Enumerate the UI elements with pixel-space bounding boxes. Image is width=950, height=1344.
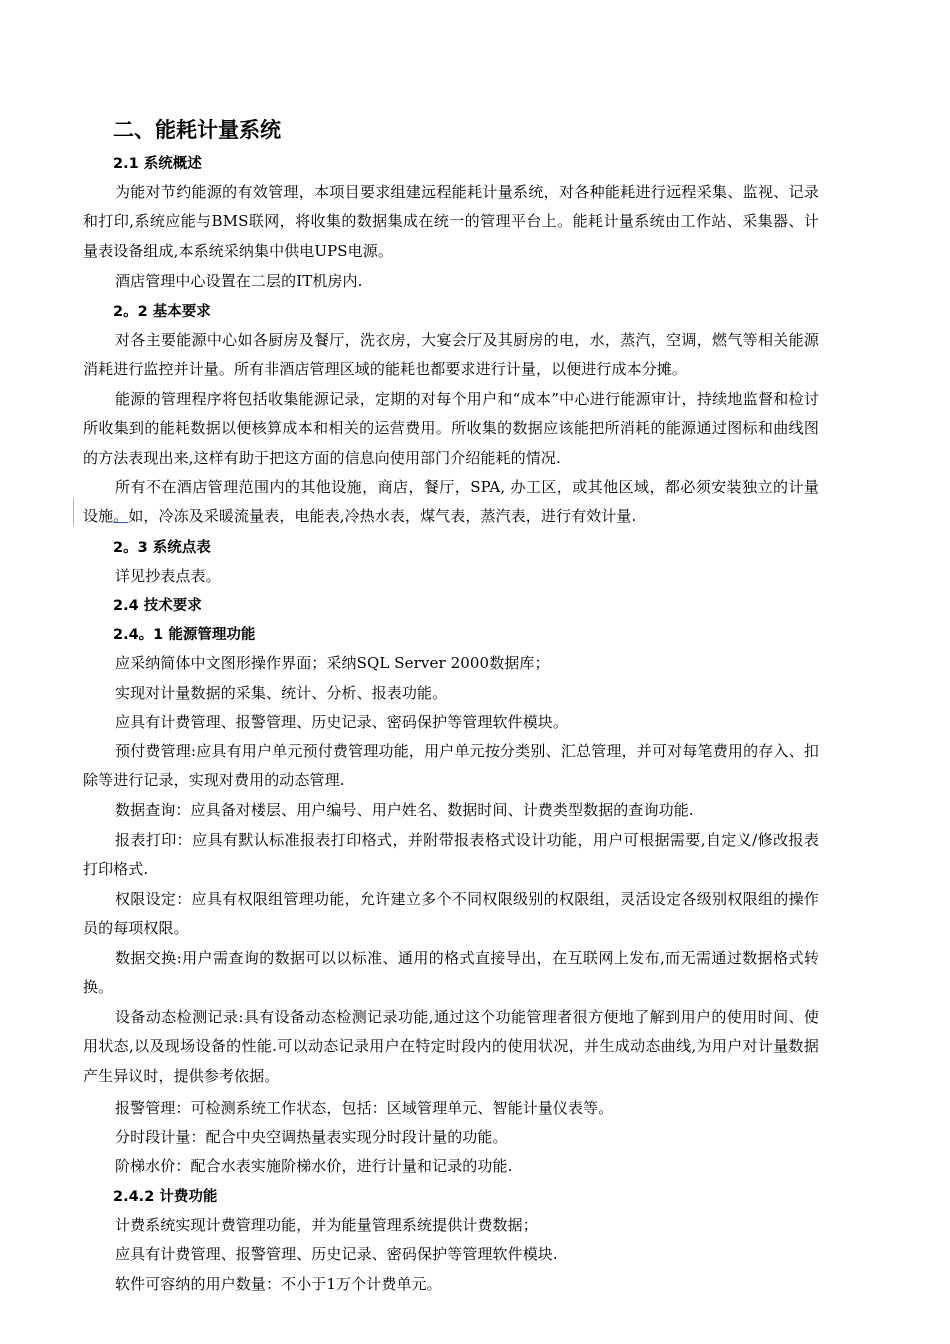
paragraph-permissions: 权限设定：应具有权限组管理功能，允许建立多个不同权限级别的权限组，灵活设定各级别权限组的操作员的每项权限。: [83, 890, 819, 938]
section-heading-2-4: 2.4 技术要求: [113, 598, 202, 614]
paragraph-management-center: 酒店管理中心设置在二层的IT机房内.: [115, 272, 363, 290]
paragraph-meter-list: 详见抄表点表。: [115, 567, 221, 585]
paragraph-energy-centers: 对各主要能源中心如各厨房及餐厅，洗衣房，大宴会厅及其厨房的电，水，蒸汽，空调，燃气等相关能源消耗进行监控并计量。所有非酒店管理区域的能耗也都要求进行计量，以便进行成本分摊。: [83, 331, 819, 379]
paragraph-overview: 为能对节约能源的有效管理，本项目要求组建远程能耗计量系统，对各种能耗进行远程采集、监视、记录和打印,系统应能与BMS联网，将收集的数据集成在统一的管理平台上。能耗计量系统由工作站、采集器、计量表设备组成,本系统采纳集中供电UPS电源。: [83, 183, 819, 260]
paragraph-billing-system: 计费系统实现计费管理功能，并为能量管理系统提供计费数据；: [115, 1216, 538, 1234]
paragraph-data-query: 数据查询：应具备对楼层、用户编号、用户姓名、数据时间、计费类型数据的查询功能.: [115, 801, 694, 819]
paragraph-billing-modules: 应具有计费管理、报警管理、历史记录、密码保护等管理软件模块.: [115, 1245, 558, 1263]
section-heading-2-1: 2.1 系统概述: [113, 156, 202, 172]
paragraph-management-program: 能源的管理程序将包括收集能源记录，定期的对每个用户和“成本”中心进行能源审计，持续地监督和检讨所收集到的能耗数据以便核算成本和相关的运营费用。所收集的数据应该能把所消耗的能源通过图标和曲线图的方法表现出来,这样有助于把这方面的信息向使用部门介绍能耗的情况.: [83, 390, 819, 467]
paragraph-data-functions: 实现对计量数据的采集、统计、分析、报表功能。: [115, 684, 448, 702]
paragraph-report-print: 报表打印：应具有默认标准报表打印格式，并附带报表格式设计功能，用户可根据需要,自定义/修改报表打印格式.: [83, 831, 819, 879]
paragraph-time-metering: 分时段计量：配合中央空调热量表实现分时段计量的功能。: [115, 1128, 508, 1146]
paragraph-tiered-water: 阶梯水价：配合水表实施阶梯水价，进行计量和记录的功能.: [115, 1157, 513, 1175]
paragraph-user-capacity: 软件可容纳的用户数量：不小于1万个计费单元。: [115, 1275, 442, 1293]
section-heading-2-4-1: 2.4。1 能源管理功能: [113, 627, 256, 643]
paragraph-independent-metering: [83, 473, 819, 532]
paragraph-text: 所有不在酒店管理范围内的其他设施，商店，餐厅，SPA, 办工区，或其他区域，都必须安装独立的计量设施: [83, 478, 819, 526]
document-title: 二、能耗计量系统: [113, 118, 281, 142]
paragraph-prepaid: 预付费管理:应具有用户单元预付费管理功能，用户单元按分类别、汇总管理，并可对每笔费用的存入、扣除等进行记录，实现对费用的动态管理.: [83, 742, 819, 790]
section-heading-2-4-2: 2.4.2 计费功能: [113, 1189, 218, 1205]
paragraph-text: 如，冷冻及采暖流量表，电能表,冷热水表，煤气表，蒸汽表，进行有效计量.: [128, 507, 637, 526]
revision-bar: [73, 498, 74, 526]
paragraph-alarm: 报警管理：可检测系统工作状态，包括：区域管理单元、智能计量仪表等。: [115, 1099, 614, 1117]
section-heading-2-2: 2。2 基本要求: [113, 304, 211, 320]
paragraph-ui-database: 应采纳简体中文图形操作界面；采纳SQL Server 2000数据库；: [115, 654, 550, 672]
section-heading-2-3: 2。3 系统点表: [113, 540, 211, 556]
paragraph-software-modules: 应具有计费管理、报警管理、历史记录、密码保护等管理软件模块。: [115, 713, 569, 731]
underlined-punctuation: 。: [113, 507, 129, 526]
paragraph-device-monitoring: 设备动态检测记录:具有设备动态检测记录功能,通过这个功能管理者很方便地了解到用户的使用时间、使用状态,以及现场设备的性能.可以动态记录用户在特定时段内的使用状况，并生成动态曲线,为用户对计量数据产生异议时，提供参考依据。: [83, 1008, 819, 1085]
paragraph-data-exchange: 数据交换:用户需查询的数据可以以标准、通用的格式直接导出，在互联网上发布,而无需通过数据格式转换。: [83, 949, 819, 997]
